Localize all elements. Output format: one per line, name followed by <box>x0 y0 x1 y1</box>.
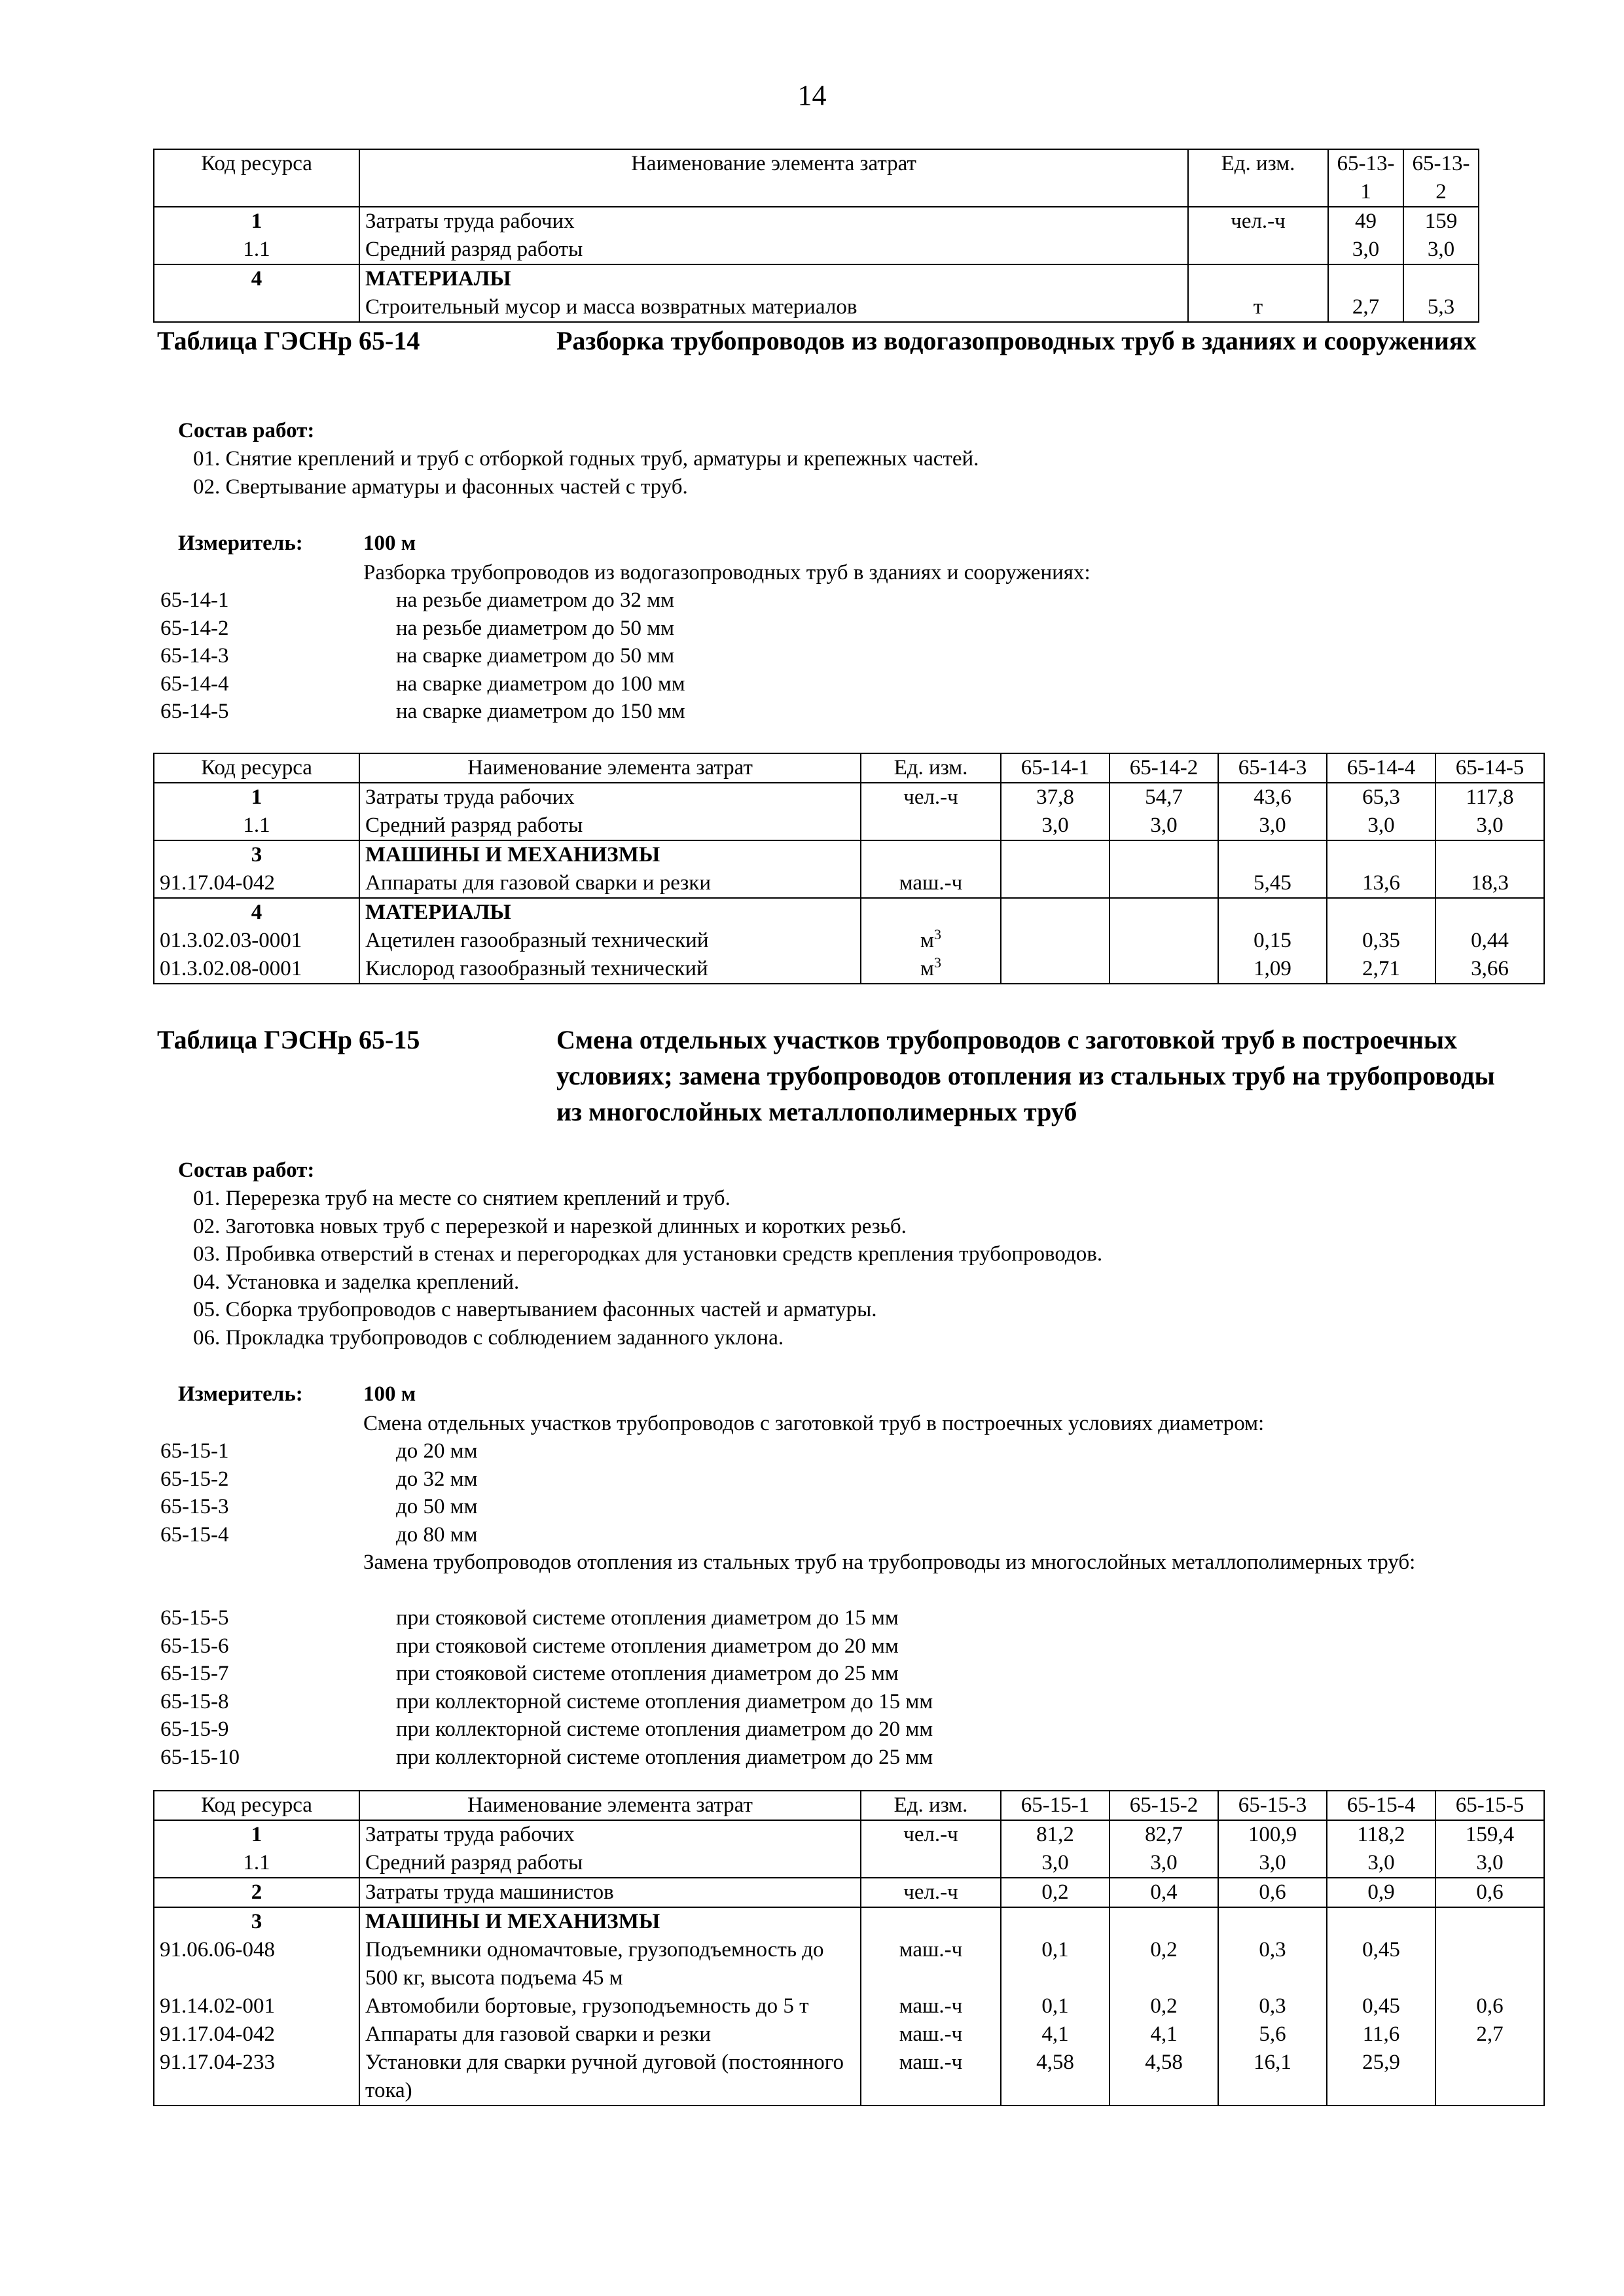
table-description-65-14: Разборка трубопроводов из водогазопроводных труб в зданиях и сооружениях <box>556 326 1477 355</box>
cell-value <box>1110 869 1218 898</box>
cell-value: 37,8 <box>1001 783 1110 812</box>
sostav-label: Состав работ: <box>178 1158 315 1182</box>
cell-value: 3,0 <box>1435 812 1544 840</box>
cell-value: 25,9 <box>1327 2049 1435 2106</box>
izm-label: Измеритель: <box>178 531 303 555</box>
cell-value <box>1435 1936 1544 1992</box>
item-text: на сварке диаметром до 150 мм <box>396 700 685 723</box>
cell-unit: чел.-ч <box>1188 207 1328 236</box>
item-code: 65-14-1 <box>160 588 229 612</box>
table-row <box>154 1907 1544 1936</box>
cell-name: МАШИНЫ И МЕХАНИЗМЫ <box>359 1907 861 1936</box>
cell-unit: т <box>1188 293 1328 322</box>
cell-value: 0,35 <box>1327 927 1435 955</box>
header-code: Код ресурса <box>154 753 359 783</box>
resource-table-65-13 <box>153 149 1479 323</box>
cell-name: Ацетилен газообразный технический <box>359 927 861 955</box>
cell-value <box>1435 840 1544 869</box>
page-number: 14 <box>797 79 827 111</box>
cell-value: 81,2 <box>1001 1820 1110 1849</box>
table-title-65-15: Таблица ГЭСНр 65-15 <box>157 1025 420 1054</box>
cell-value <box>1218 1907 1327 1936</box>
cell-value: 11,6 <box>1327 2020 1435 2049</box>
table-header-row <box>154 753 1544 783</box>
cell-unit <box>861 812 1001 840</box>
table-description-65-15: Смена отдельных участков трубопроводов с заготовкой труб в построечных условиях; замена трубопроводов отопления из стальных труб на трубопроводы из многослойных металлополимерных труб <box>556 1025 1495 1126</box>
sostav-label: Состав работ: <box>178 419 315 442</box>
cell-code: 91.06.06-048 <box>154 1936 359 1992</box>
cell-unit: маш.-ч <box>861 1992 1001 2020</box>
list-item: 01. Перерезка труб на месте со снятием креплений и труб. <box>193 1187 731 1210</box>
table-title-65-14: Таблица ГЭСНр 65-14 <box>157 326 420 355</box>
cell-value <box>1435 2049 1544 2106</box>
cell-name: Аппараты для газовой сварки и резки <box>359 869 861 898</box>
cell-code: 1.1 <box>154 1849 359 1878</box>
table-row <box>154 955 1544 984</box>
cell-value: 3,0 <box>1327 812 1435 840</box>
header-col: 65-15-1 <box>1001 1791 1110 1820</box>
cell-value: 0,44 <box>1435 927 1544 955</box>
item-text: на сварке диаметром до 50 мм <box>396 644 675 668</box>
table-row <box>154 812 1544 840</box>
item-texts <box>396 1437 478 1549</box>
cell-value <box>1001 840 1110 869</box>
header-col: 65-15-4 <box>1327 1791 1435 1820</box>
cell-name: Установки для сварки ручной дуговой (постоянного тока) <box>359 2049 861 2106</box>
cell-value <box>1110 927 1218 955</box>
cell-value: 0,45 <box>1327 1992 1435 2020</box>
cell-code: 1.1 <box>154 236 359 264</box>
cell-value: 4,58 <box>1110 2049 1218 2106</box>
item-text: на резьбе диаметром до 50 мм <box>396 616 674 640</box>
table-row <box>154 207 1479 236</box>
cell-unit: маш.-ч <box>861 869 1001 898</box>
cell-value <box>1001 869 1110 898</box>
item-text: на резьбе диаметром до 32 мм <box>396 588 674 612</box>
cell-name: МАТЕРИАЛЫ <box>359 264 1188 293</box>
cell-value: 2,7 <box>1435 2020 1544 2049</box>
item-text: при коллекторной системе отопления диаметром до 15 мм <box>396 1689 933 1713</box>
cell-unit: маш.-ч <box>861 2049 1001 2106</box>
table-row <box>154 898 1544 927</box>
list-item: 05. Сборка трубопроводов с навертыванием фасонных частей и арматуры. <box>193 1298 877 1321</box>
resource-table-65-15 <box>153 1790 1545 2106</box>
works-list <box>193 445 979 501</box>
cell-code: 1 <box>154 1820 359 1849</box>
cell-value: 2,7 <box>1328 293 1403 322</box>
cell-value <box>1001 898 1110 927</box>
item-text: при стояковой системе отопления диаметром до 25 мм <box>396 1662 899 1685</box>
item-code: 65-15-9 <box>160 1717 229 1741</box>
cell-code: 1 <box>154 783 359 812</box>
cell-value: 5,45 <box>1218 869 1327 898</box>
header-col: 65-14-2 <box>1110 753 1218 783</box>
cell-code: 2 <box>154 1878 359 1907</box>
item-code: 65-15-8 <box>160 1689 229 1713</box>
cell-unit <box>861 1907 1001 1936</box>
item-texts <box>396 1604 933 1771</box>
cell-name: Затраты труда машинистов <box>359 1878 861 1907</box>
cell-code: 4 <box>154 898 359 927</box>
cell-name: Подъемники одномачтовые, грузоподъемность до 500 кг, высота подъема 45 м <box>359 1936 861 1992</box>
works-list <box>193 1185 1102 1352</box>
cell-unit: чел.-ч <box>861 1878 1001 1907</box>
item-code: 65-14-4 <box>160 672 229 696</box>
cell-code: 3 <box>154 840 359 869</box>
cell-unit <box>861 840 1001 869</box>
cell-name: Средний разряд работы <box>359 1849 861 1878</box>
item-code: 65-15-1 <box>160 1439 229 1463</box>
cell-value <box>1001 955 1110 984</box>
item-codes <box>160 1437 228 1549</box>
header-unit: Ед. изм. <box>861 753 1001 783</box>
header-col: 65-15-3 <box>1218 1791 1327 1820</box>
header-unit: Ед. изм. <box>861 1791 1001 1820</box>
cell-name: МАТЕРИАЛЫ <box>359 898 861 927</box>
cell-value <box>1218 898 1327 927</box>
cell-value <box>1327 898 1435 927</box>
cell-value: 159,4 <box>1435 1820 1544 1849</box>
list-item: 03. Пробивка отверстий в стенах и перегородках для установки средств крепления трубопроводов. <box>193 1242 1103 1266</box>
list-item: 06. Прокладка трубопроводов с соблюдением заданного уклона. <box>193 1325 784 1350</box>
cell-unit: маш.-ч <box>861 2020 1001 2049</box>
cell-code: 01.3.02.08-0001 <box>154 955 359 984</box>
cell-value <box>1110 898 1218 927</box>
cell-value: 2,71 <box>1327 955 1435 984</box>
cell-value: 0,15 <box>1218 927 1327 955</box>
header-unit: Ед. изм. <box>1188 149 1328 207</box>
cell-value: 0,4 <box>1110 1878 1218 1907</box>
cell-code: 1 <box>154 207 359 236</box>
item-text: до 80 мм <box>396 1522 478 1547</box>
cell-value: 3,0 <box>1218 812 1327 840</box>
table-row <box>154 927 1544 955</box>
item-code: 65-15-5 <box>160 1606 229 1630</box>
cell-value: 0,2 <box>1001 1878 1110 1907</box>
table-row <box>154 1992 1544 2020</box>
item-code: 65-15-4 <box>160 1522 229 1547</box>
cell-value: 82,7 <box>1110 1820 1218 1849</box>
cell-value <box>1435 1907 1544 1936</box>
cell-unit <box>1188 264 1328 293</box>
cell-name: Аппараты для газовой сварки и резки <box>359 2020 861 2049</box>
cell-value: 13,6 <box>1327 869 1435 898</box>
cell-code: 1.1 <box>154 812 359 840</box>
cell-value: 159 <box>1403 207 1479 236</box>
cell-value: 0,3 <box>1218 1992 1327 2020</box>
cell-code: 3 <box>154 1907 359 1936</box>
cell-value <box>1110 840 1218 869</box>
cell-code: 4 <box>154 264 359 293</box>
list-item: 02. Свертывание арматуры и фасонных частей с труб. <box>193 475 688 499</box>
cell-value: 4,58 <box>1001 2049 1110 2106</box>
cell-value <box>1328 264 1403 293</box>
cell-unit: $м^3$ <box>861 927 1001 955</box>
header-col: 65-13-1 <box>1328 149 1403 207</box>
cell-value: 3,0 <box>1110 812 1218 840</box>
cell-value: 100,9 <box>1218 1820 1327 1849</box>
cell-name: Строительный мусор и масса возвратных материалов <box>359 293 1188 322</box>
list-item: 04. Установка и заделка креплений. <box>193 1270 520 1294</box>
table-header-row <box>154 149 1479 207</box>
cell-value: 3,0 <box>1001 1849 1110 1878</box>
header-code: Код ресурса <box>154 1791 359 1820</box>
cell-unit <box>1188 236 1328 264</box>
header-code: Код ресурса <box>154 149 359 207</box>
cell-value: 1,09 <box>1218 955 1327 984</box>
cell-unit: маш.-ч <box>861 1936 1001 1992</box>
item-text: при стояковой системе отопления диаметром до 20 мм <box>396 1634 899 1658</box>
cell-name: Кислород газообразный технический <box>359 955 861 984</box>
cell-unit <box>861 898 1001 927</box>
cell-unit: чел.-ч <box>861 1820 1001 1849</box>
cell-value: 4,1 <box>1001 2020 1110 2049</box>
item-codes <box>160 586 228 726</box>
cell-value: 0,1 <box>1001 1936 1110 1992</box>
table-row <box>154 1849 1544 1878</box>
table-row <box>154 840 1544 869</box>
cell-code <box>154 293 359 322</box>
cell-code: 01.3.02.03-0001 <box>154 927 359 955</box>
cell-value: 118,2 <box>1327 1820 1435 1849</box>
cell-value: 4,1 <box>1110 2020 1218 2049</box>
table-row <box>154 1936 1544 1992</box>
cell-value: 3,0 <box>1327 1849 1435 1878</box>
table-row <box>154 2020 1544 2049</box>
cell-value <box>1218 840 1327 869</box>
header-col: 65-14-3 <box>1218 753 1327 783</box>
header-col: 65-14-5 <box>1435 753 1544 783</box>
table-row <box>154 293 1479 322</box>
list-item: 02. Заготовка новых труб с перерезкой и нарезкой длинных и коротких резьб. <box>193 1214 907 1238</box>
izm-label: Измеритель: <box>178 1382 303 1406</box>
item-code: 65-14-5 <box>160 700 229 723</box>
item-codes <box>160 1604 240 1771</box>
table-row <box>154 2049 1544 2106</box>
cell-unit: $м^3$ <box>861 955 1001 984</box>
cell-value <box>1001 1907 1110 1936</box>
cell-value: 0,6 <box>1435 1992 1544 2020</box>
cell-value: 5,6 <box>1218 2020 1327 2049</box>
table-row <box>154 869 1544 898</box>
item-text: при стояковой системе отопления диаметром до 15 мм <box>396 1606 899 1630</box>
cell-value: 0,1 <box>1001 1992 1110 2020</box>
item-texts <box>396 586 685 726</box>
item-code: 65-15-10 <box>160 1745 240 1769</box>
cell-name: Затраты труда рабочих <box>359 1820 861 1849</box>
cell-value <box>1327 840 1435 869</box>
cell-value: 0,2 <box>1110 1992 1218 2020</box>
cell-value: 0,9 <box>1327 1878 1435 1907</box>
item-text: при коллекторной системе отопления диаметром до 20 мм <box>396 1717 933 1741</box>
header-col: 65-14-4 <box>1327 753 1435 783</box>
table-header-row <box>154 1791 1544 1820</box>
cell-value: 18,3 <box>1435 869 1544 898</box>
cell-value: 54,7 <box>1110 783 1218 812</box>
izm-value: 100 м <box>363 1382 416 1406</box>
item-code: 65-15-2 <box>160 1467 229 1491</box>
cell-value: 0,45 <box>1327 1936 1435 1992</box>
header-col: 65-13-2 <box>1403 149 1479 207</box>
header-name: Наименование элемента затрат <box>359 1791 861 1820</box>
item-text: на сварке диаметром до 100 мм <box>396 672 685 696</box>
cell-value: 3,0 <box>1218 1849 1327 1878</box>
table-row <box>154 1878 1544 1907</box>
item-code: 65-14-3 <box>160 644 229 668</box>
cell-name: Средний разряд работы <box>359 236 1188 264</box>
cell-value <box>1110 1907 1218 1936</box>
cell-unit: чел.-ч <box>861 783 1001 812</box>
item-text: при коллекторной системе отопления диаметром до 25 мм <box>396 1745 933 1769</box>
header-name: Наименование элемента затрат <box>359 753 861 783</box>
table-row <box>154 783 1544 812</box>
cell-value: 0,2 <box>1110 1936 1218 1992</box>
item-text: до 50 мм <box>396 1495 478 1518</box>
cell-value <box>1403 264 1479 293</box>
measure-intro: Смена отдельных участков трубопроводов с заготовкой труб в построечных условиях диаметром: <box>363 1412 1265 1435</box>
cell-value <box>1435 898 1544 927</box>
measure-intro-2: Замена трубопроводов отопления из стальных труб на трубопроводы из многослойных металлополимерных труб: <box>363 1551 1416 1574</box>
table-row <box>154 1820 1544 1849</box>
table-row <box>154 236 1479 264</box>
cell-value: 3,66 <box>1435 955 1544 984</box>
cell-value: 3,0 <box>1110 1849 1218 1878</box>
cell-code: 91.14.02-001 <box>154 1992 359 2020</box>
cell-value: 43,6 <box>1218 783 1327 812</box>
item-code: 65-15-7 <box>160 1662 229 1685</box>
cell-value: 5,3 <box>1403 293 1479 322</box>
header-name: Наименование элемента затрат <box>359 149 1188 207</box>
cell-name: МАШИНЫ И МЕХАНИЗМЫ <box>359 840 861 869</box>
item-text: до 20 мм <box>396 1439 478 1463</box>
cell-code: 91.17.04-233 <box>154 2049 359 2106</box>
cell-value <box>1001 927 1110 955</box>
cell-value: 0,3 <box>1218 1936 1327 1992</box>
table-row <box>154 264 1479 293</box>
cell-unit <box>861 1849 1001 1878</box>
cell-value <box>1110 955 1218 984</box>
item-text: до 32 мм <box>396 1467 478 1491</box>
cell-code: 91.17.04-042 <box>154 869 359 898</box>
header-col: 65-15-5 <box>1435 1791 1544 1820</box>
cell-name: Затраты труда рабочих <box>359 207 1188 236</box>
cell-value: 3,0 <box>1001 812 1110 840</box>
item-code: 65-15-3 <box>160 1495 229 1518</box>
cell-code: 91.17.04-042 <box>154 2020 359 2049</box>
cell-name: Средний разряд работы <box>359 812 861 840</box>
cell-value: 3,0 <box>1435 1849 1544 1878</box>
cell-value: 0,6 <box>1435 1878 1544 1907</box>
cell-value: 117,8 <box>1435 783 1544 812</box>
cell-name: Автомобили бортовые, грузоподъемность до 5 т <box>359 1992 861 2020</box>
item-code: 65-15-6 <box>160 1634 229 1658</box>
cell-value <box>1327 1907 1435 1936</box>
cell-value: 49 <box>1328 207 1403 236</box>
cell-value: 3,0 <box>1328 236 1403 264</box>
cell-value: 16,1 <box>1218 2049 1327 2106</box>
cell-name: Затраты труда рабочих <box>359 783 861 812</box>
cell-value: 65,3 <box>1327 783 1435 812</box>
resource-table-65-14 <box>153 753 1545 984</box>
item-code: 65-14-2 <box>160 616 229 640</box>
header-col: 65-15-2 <box>1110 1791 1218 1820</box>
cell-value: 3,0 <box>1403 236 1479 264</box>
header-col: 65-14-1 <box>1001 753 1110 783</box>
measure-intro: Разборка трубопроводов из водогазопроводных труб в зданиях и сооружениях: <box>363 561 1091 584</box>
list-item: 01. Снятие креплений и труб с отборкой годных труб, арматуры и крепежных частей. <box>193 447 979 471</box>
izm-value: 100 м <box>363 531 416 555</box>
cell-value: 0,6 <box>1218 1878 1327 1907</box>
